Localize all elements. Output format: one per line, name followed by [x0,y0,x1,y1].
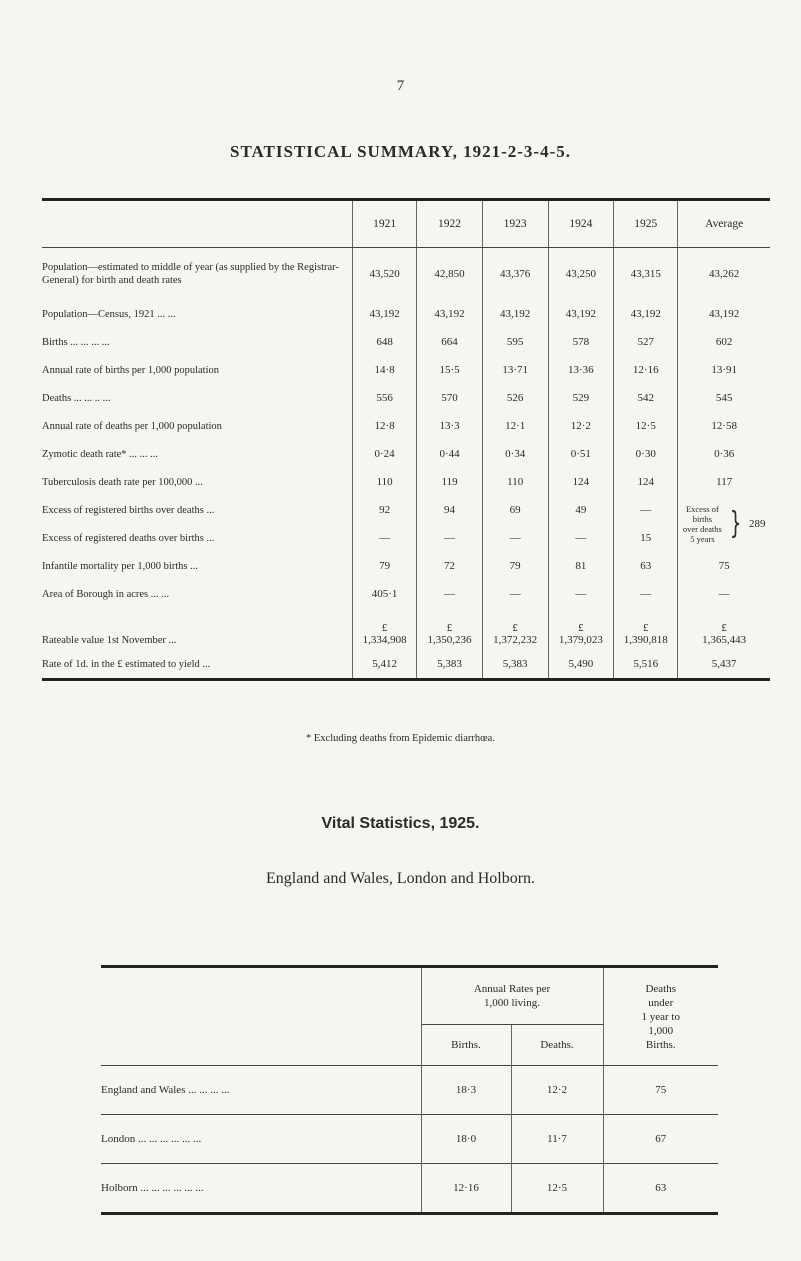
row-label: Births ... ... ... ... [42,336,110,348]
table-cell: — [353,524,417,552]
table-row [42,552,770,580]
table-cell: 648 [353,328,417,356]
table-cell: 13·3 [417,412,483,440]
table-cell: 63 [614,552,678,580]
table-cell: 43,250 [548,248,614,301]
table-cell: 12·16 [421,1164,511,1214]
table-cell: 13·91 [678,356,770,384]
table-cell: 43,192 [417,300,483,328]
table-cell: — [548,524,614,552]
table-cell: 0·44 [417,440,483,468]
currency-symbol: £ [643,622,649,634]
infant-deaths-header: Deaths under 1 year to 1,000 Births. [603,967,718,1066]
table-cell: 12·16 [614,356,678,384]
table-row [42,496,770,524]
table-cell: 124 [614,468,678,496]
row-label: Annual rate of births per 1,000 population [42,364,220,376]
table-cell: — [482,524,548,552]
table-cell: 542 [614,384,678,412]
table-cell: 69 [482,496,548,524]
row-label: Zymotic death rate* ... ... ... [42,448,159,460]
summary-header-blank [42,200,353,248]
table-cell: 556 [353,384,417,412]
table-cell: £ 1,390,818 [614,608,678,650]
vital-statistics-title: Vital Statistics, 1925. [321,815,480,832]
table-cell: 595 [482,328,548,356]
currency-symbol: £ [721,622,727,634]
table-cell: 12·5 [614,412,678,440]
vital-header-blank [101,967,421,1066]
table-cell: 42,850 [417,248,483,301]
statistical-summary-title: STATISTICAL SUMMARY, 1921-2-3-4-5. [229,142,571,161]
row-label: Rate of 1d. in the £ estimated to yield ... [42,658,211,670]
table-row [42,440,770,468]
table-cell: 72 [417,552,483,580]
table-cell: 0·24 [353,440,417,468]
table-cell: 529 [548,384,614,412]
table-cell: 0·30 [614,440,678,468]
table-cell: 545 [678,384,770,412]
vital-statistics-subtitle: England and Wales, London and Holborn. [265,870,536,887]
table-row [42,650,770,680]
table-cell: 5,383 [417,650,483,680]
table-cell: 15 [614,524,678,552]
table-cell: £ 1,379,023 [548,608,614,650]
table-cell: 79 [482,552,548,580]
table-cell: 49 [548,496,614,524]
table-cell: 14·8 [353,356,417,384]
row-label: Population—estimated to middle of year (as supplied by the Registrar-General) for birth and death rates [42,262,339,286]
table-cell: 63 [603,1164,718,1214]
table-cell: 405·1 [353,580,417,608]
table-cell: 12·8 [353,412,417,440]
row-label: Infantile mortality per 1,000 births ... [42,560,199,572]
row-label: England and Wales ... ... ... ... [101,1066,421,1115]
table-cell: 119 [417,468,483,496]
table-cell: 43,192 [482,300,548,328]
row-label: Excess of registered births over deaths ... [42,504,215,516]
table-cell: 13·71 [482,356,548,384]
table-cell: 43,315 [614,248,678,301]
table-row [42,524,770,552]
footnote: * Excluding deaths from Epidemic diarrhœa. [306,733,495,744]
table-cell: 527 [614,328,678,356]
table-cell: 15·5 [417,356,483,384]
table-cell: 12·5 [511,1164,603,1214]
table-cell: 664 [417,328,483,356]
row-label: Population—Census, 1921 ... ... [42,308,176,320]
right-brace-icon: } [729,506,742,541]
vital-header-row [101,967,718,1025]
summary-col-header: 1923 [482,200,548,248]
excess-average-label: Excess of births over deaths 5 years [682,504,722,544]
table-cell: 11·7 [511,1115,603,1164]
table-cell: 43,192 [614,300,678,328]
table-cell: 110 [353,468,417,496]
table-cell: 43,262 [678,248,770,301]
table-cell: £ 1,372,232 [482,608,548,650]
table-cell: 75 [603,1066,718,1115]
row-label: Rateable value 1st November ... [42,635,177,646]
page-number: 7 [396,78,405,94]
table-cell: £ 1,350,236 [417,608,483,650]
table-cell: — [614,496,678,524]
table-row [42,580,770,608]
table-cell: £ 1,365,443 [678,608,770,650]
table-cell: — [417,580,483,608]
summary-col-header: 1925 [614,200,678,248]
births-header: Births. [421,1025,511,1066]
currency-symbol: £ [381,622,388,634]
vital-statistics-table [101,965,718,1215]
table-cell: 570 [417,384,483,412]
row-label: Tuberculosis death rate per 100,000 ... [42,476,203,488]
table-cell: 5,412 [353,650,417,680]
table-cell: 43,192 [353,300,417,328]
excess-average-cell [678,496,770,552]
table-cell: 12·1 [482,412,548,440]
table-cell: 18·3 [421,1066,511,1115]
table-cell: 526 [482,384,548,412]
currency-symbol: £ [512,622,518,634]
table-row [101,1115,718,1164]
table-cell: £ 1,334,908 [353,608,417,650]
summary-col-header: 1921 [353,200,417,248]
currency-symbol: £ [578,622,584,634]
table-cell: — [614,580,678,608]
table-row [42,248,770,301]
table-row [42,328,770,356]
table-cell: 5,383 [482,650,548,680]
currency-symbol: £ [446,622,453,634]
table-cell: 5,490 [548,650,614,680]
row-label: Excess of registered deaths over births ... [42,532,215,544]
deaths-header: Deaths. [511,1025,603,1066]
table-row [101,1066,718,1115]
excess-average-value: 289 [748,518,766,530]
table-row [42,468,770,496]
table-cell: 12·58 [678,412,770,440]
table-cell: 75 [678,552,770,580]
table-row [42,356,770,384]
table-row [42,608,770,650]
table-row [42,300,770,328]
table-cell: 124 [548,468,614,496]
table-cell: 0·34 [482,440,548,468]
table-cell: — [548,580,614,608]
table-cell: 18·0 [421,1115,511,1164]
table-row [101,1164,718,1214]
table-cell: 117 [678,468,770,496]
statistical-summary-table [42,198,770,681]
row-label: London ... ... ... ... ... ... [101,1115,421,1164]
table-cell: 79 [353,552,417,580]
table-cell: 110 [482,468,548,496]
table-row [42,412,770,440]
row-label: Holborn ... ... ... ... ... ... [101,1164,421,1214]
table-cell: 5,516 [614,650,678,680]
table-row [42,384,770,412]
row-label: Area of Borough in acres ... ... [42,588,170,600]
table-cell: 43,192 [678,300,770,328]
table-cell: 12·2 [548,412,614,440]
table-cell: — [482,580,548,608]
table-cell: 0·36 [678,440,770,468]
table-cell: 67 [603,1115,718,1164]
table-cell: 81 [548,552,614,580]
summary-col-header: 1924 [548,200,614,248]
table-cell: 602 [678,328,770,356]
row-label: Annual rate of deaths per 1,000 population [42,420,222,432]
table-cell: 43,192 [548,300,614,328]
table-cell: 12·2 [511,1066,603,1115]
table-cell: — [417,524,483,552]
table-cell: 5,437 [678,650,770,680]
table-cell: 0·51 [548,440,614,468]
row-label: Deaths ... ... .. ... [42,392,111,404]
table-cell: 94 [417,496,483,524]
summary-col-header: Average [678,200,770,248]
table-cell: 43,376 [482,248,548,301]
summary-col-header: 1922 [417,200,483,248]
table-cell: 13·36 [548,356,614,384]
table-cell: 578 [548,328,614,356]
table-cell: 92 [353,496,417,524]
table-cell: — [678,580,770,608]
annual-rates-header: Annual Rates per 1,000 living. [421,967,603,1025]
table-cell: 43,520 [353,248,417,301]
summary-header-row [42,200,770,248]
